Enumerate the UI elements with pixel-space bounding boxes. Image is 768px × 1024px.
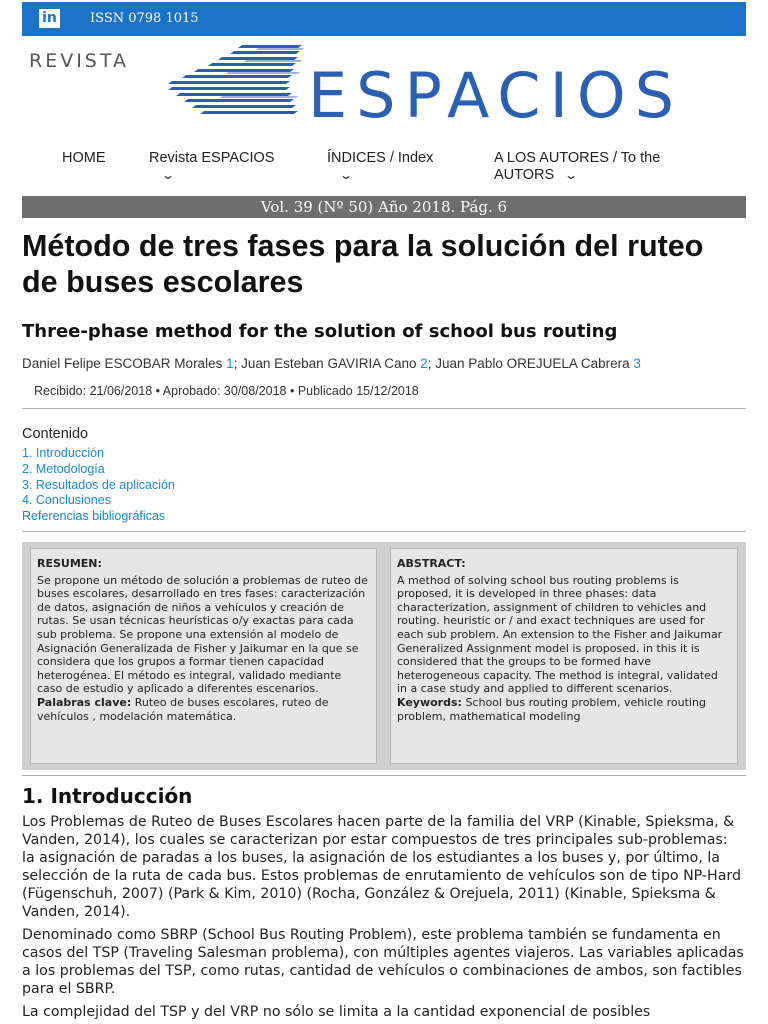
- author-ref-link[interactable]: 1: [226, 356, 234, 371]
- resumen-keywords-label: Palabras clave:: [37, 695, 132, 709]
- toc-title: Contenido: [22, 426, 89, 442]
- resumen-text: Se propone un método de solución a problemas de ruteo de buses escolares, desarrollado en tres fases: caracterización de datos, asignación de niños a vehículos y creación de rutas. Se usan técnicas heurísticas o/y exactas para cada sub problema. Se propone una extensión al modelo de Asignación Generalizada de Fisher y Jaikumar en la que se considera que los grupos a formar tienen capacidad heterogénea. El método es integral, validado mediante caso de estudio y aplicado a diferentes escenarios.: [37, 573, 368, 696]
- paragraph: La complejidad del TSP y del VRP no sólo se limita a la cantidad exponencial de posibles: [22, 1004, 651, 1020]
- top-bar: [22, 2, 746, 36]
- toc-link-introduccion[interactable]: 1. Introducción: [22, 446, 104, 460]
- abstract-heading: ABSTRACT:: [397, 557, 466, 570]
- nav-home[interactable]: [62, 150, 106, 167]
- journal-logo[interactable]: [22, 40, 746, 140]
- resumen-heading: RESUMEN:: [37, 557, 102, 570]
- divider: [22, 408, 746, 409]
- abstract-keywords-label: Keywords:: [397, 695, 462, 709]
- paragraph: Denominado como SBRP (School Bus Routing Problem), este problema también se fundamenta en casos del TSP (Traveling Salesman problema), con múltiples agentes viajeros. Las variables aplicadas a los problemas del TSP, como rutas, cantidad de vehículos o combinaciones de ambos, son factibles para el SBRP.: [22, 927, 744, 997]
- author-ref-link[interactable]: 2: [420, 356, 428, 371]
- divider: [22, 531, 746, 532]
- logo-espacios-text: ESPACIOS: [308, 59, 684, 132]
- linkedin-icon[interactable]: [39, 9, 60, 28]
- publication-dates: Recibido: 21/06/2018 • Aprobado: 30/08/2018 • Publicado 15/12/2018: [34, 384, 419, 398]
- toc-list: [22, 446, 175, 525]
- chevron-down-icon: ⌄: [564, 168, 579, 182]
- author-name: Juan Pablo OREJUELA Cabrera: [435, 356, 630, 371]
- abstract-text: A method of solving school bus routing problems is proposed, it is developed in three phases: data characterization, assignment of children to vehicles and routing. heuristic or / and exact techniques are used for each sub problem. An extension to the Fisher and Jaikumar Generalized Assignment model is proposed. in this it is considered that the groups to be formed have heterogeneous capacity. The method is integral, validated in a case study and applied to different scenarios.: [397, 573, 723, 696]
- nav-revista[interactable]: [149, 150, 274, 184]
- abstract-section: [22, 542, 746, 770]
- toc-link-referencias[interactable]: Referencias bibliográficas: [22, 509, 166, 524]
- article-subtitle: Three-phase method for the solution of school bus routing: [22, 321, 618, 342]
- author-name: Juan Esteban GAVIRIA Cano: [241, 356, 417, 371]
- main-nav: [22, 148, 746, 188]
- abstract-keywords: School bus routing problem, vehicle routing problem, mathematical modeling: [397, 695, 706, 723]
- chevron-down-icon: ⌄: [338, 168, 354, 182]
- logo-revista-text: REVISTA: [29, 50, 129, 72]
- linkedin-label: in: [42, 10, 57, 26]
- divider: [22, 775, 746, 776]
- section-heading: 1. Introducción: [22, 784, 193, 808]
- paragraph: Los Problemas de Ruteo de Buses Escolares hacen parte de la familia del VRP (Kinable, Spieksma, & Vanden, 2014), los cuales se caracterizan por estar compuestos de tres principales sub-problemas: la asignación de paradas a los buses, la asignación de los estudiantes a los buses y, por último, la selección de la ruta de cada bus. Estos problemas de enrutamiento de vehículos son de tipo NP-Hard (Fügenschuh, 2007) (Park & Kim, 2010) (Rocha, González & Orejuela, 2011) (Kinable, Spieksma & Vanden, 2014).: [22, 814, 741, 920]
- nav-autores-label: A LOS AUTORES / To the AUTORS: [494, 150, 661, 183]
- author-name: Daniel Felipe ESCOBAR Morales: [22, 356, 223, 371]
- volume-bar: Vol. 39 (Nº 50) Año 2018. Pág. 6: [22, 196, 746, 218]
- resumen-keywords: Ruteo de buses escolares, ruteo de vehículos , modelación matemática.: [37, 695, 329, 723]
- chevron-down-icon: ⌄: [160, 168, 176, 182]
- toc-link-conclusiones[interactable]: 4. Conclusiones: [22, 493, 111, 508]
- issn-text: ISSN 0798 1015: [90, 11, 199, 26]
- nav-indices-label: ÍNDICES / Index: [327, 150, 434, 166]
- article-title: Método de tres fases para la solución del ruteo de buses escolares: [22, 229, 704, 299]
- author-list: Daniel Felipe ESCOBAR Morales 1; Juan Esteban GAVIRIA Cano 2; Juan Pablo OREJUELA Cabrera 3: [22, 356, 641, 371]
- toc-link-resultados[interactable]: 3. Resultados de aplicación: [22, 477, 175, 492]
- abstract-box: [390, 548, 738, 764]
- nav-revista-label: Revista ESPACIOS: [149, 150, 275, 166]
- nav-home-label: HOME: [62, 150, 106, 166]
- author-ref-link[interactable]: 3: [633, 356, 641, 371]
- nav-indices[interactable]: [327, 150, 433, 184]
- resumen-box: [30, 548, 377, 764]
- nav-autores[interactable]: [494, 150, 694, 184]
- toc-link-metodologia[interactable]: 2. Metodología: [22, 461, 105, 476]
